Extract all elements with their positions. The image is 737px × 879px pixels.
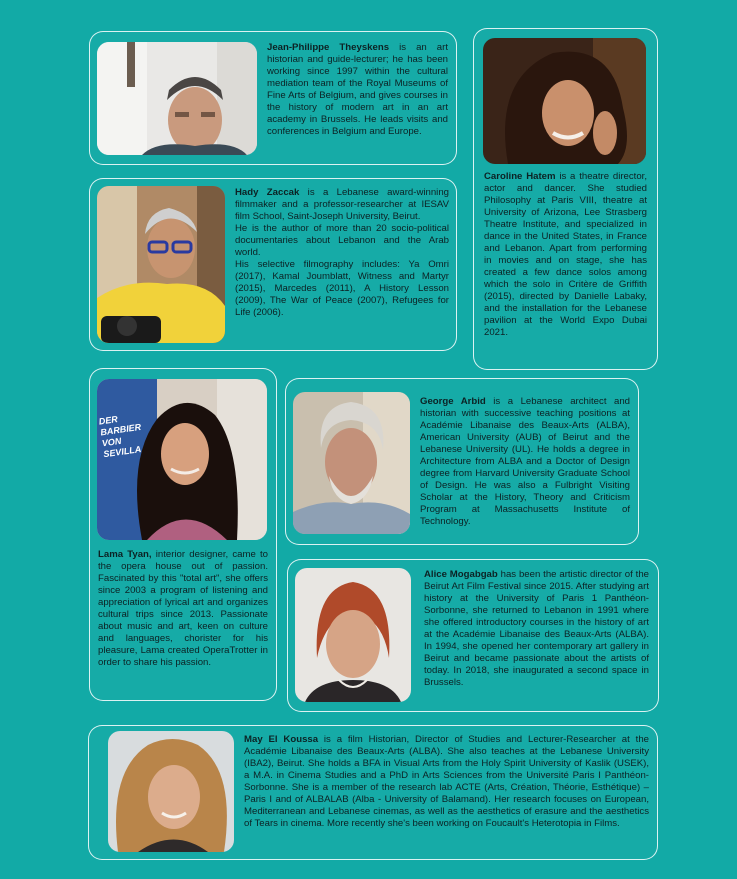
- photo-alice-mogabgab: [295, 568, 411, 702]
- bio-hady-zaccak: [235, 187, 449, 319]
- bio-george-arbid: George Arbid is a Lebanese architect and historian with successive teaching positions at Académie Libanaise des Beaux-Arts (ALBA), American University (AUB) of Beirut and the Lebanese University (UL). He holds a degree in Architecture from ALBA and a Doctor of Design degree from Harvard University Graduate School of Design. He was also a Fulbright Visiting Scholar at the History, Theory and Criticism Program at Massachusetts Institute of Technology.: [420, 396, 630, 527]
- name-lama-tyan: Lama Tyan,: [98, 549, 152, 560]
- poster-text: DER BARBIER VON SEVILLA: [98, 414, 142, 460]
- photo-may-el-koussa: [108, 731, 234, 852]
- bio-caroline-hatem: Caroline Hatem is a theatre director, actor and dancer. She studied Philosophy at Paris VIII, theatre at University of Arizona, Lee Strasberg Theatre Institute, and specialized in dance in the United States, in France and Lebanon. Apart from performing in movies and on stage, she has created a few dance solos among which the solo in Critère de Griffith (2015), directed by Danielle Labaky, and the installation for the Lebanese pavilion at the World Expo Dubai 2021.: [484, 171, 647, 338]
- photo-caroline-hatem: [483, 38, 646, 164]
- name-george-arbid: George Arbid: [420, 396, 486, 407]
- bio-hady-zaccak-p2: He is the author of more than 20 socio-political documentaries about Lebanon and the Arab world.: [235, 223, 449, 258]
- photo-george-arbid: [293, 392, 410, 534]
- bio-hady-zaccak-p3: His selective filmography includes: Ya Omri (2017), Kamal Joumblatt, Witness and Martyr (2015), Marcedes (2011), A History Lesson (2009), The War of Peace (2007), Refugees for Life (2006).: [235, 259, 449, 318]
- photo-hady-zaccak: [97, 186, 225, 343]
- photo-jean-philippe-theyskens: [97, 42, 257, 155]
- photo-lama-tyan: [97, 379, 267, 540]
- name-hady-zaccak: Hady Zaccak: [235, 187, 300, 198]
- name-alice-mogabgab: Alice Mogabgab: [424, 569, 498, 580]
- bio-lama-tyan: Lama Tyan, interior designer, came to the opera house out of passion. Fascinated by this "total art", she offers since 2003 a program of listening and appreciation of lyrical art and organizes cultural trips since 2013. Passionate about music and art, keen on culture and languages, chorister for his pleasure, Lama created OperaTrotter in order to share his passion.: [98, 549, 268, 668]
- name-caroline-hatem: Caroline Hatem: [484, 171, 556, 182]
- bio-hady-zaccak-p1: Hady Zaccak is a Lebanese award-winning filmmaker and a professor-researcher at IESAV film School, Saint-Joseph University, Beirut.: [235, 187, 449, 222]
- bio-may-el-koussa: May El Koussa is a film Historian, Director of Studies and Lecturer-Researcher at the Académie Libanaise des Beaux-Arts (ALBA). She also teaches at the Lebanese University (IBA2), Beirut. She holds a BFA in Visual Arts from the Holy Spirit University of Kaslik (USEK), a M.A. in Cinema Studies and a PhD in Arts Sciences from the Université Paris I Panthéon-Sorbonne. She is a member of the research lab ACTE (Arts, Création, Théorie, Esthétique) – Paris I and of ALBALAB (Alba - University of Balamand). Her research focuses on European, Mediterranean and Lebanese cinemas, as well as the aesthetics of erasure and the aesthetics of Tears in cinema. More recently she's been working on Foucault's Heterotopia in Films.: [244, 734, 649, 829]
- name-jean-philippe-theyskens: Jean-Philippe Theyskens: [267, 42, 390, 53]
- bio-jean-philippe-theyskens: Jean-Philippe Theyskens is an art historian and guide-lecturer; he has been working since 1997 within the cultural mediation team of the Royal Museums of Fine Arts of Belgium, and gives courses in the history of modern art in an art academy in Brussels. He leads visits and conferences in Belgium and Europe.: [267, 42, 448, 137]
- name-may-el-koussa: May El Koussa: [244, 734, 319, 745]
- bio-alice-mogabgab: Alice Mogabgab has been the artistic director of the Beirut Art Film Festival since 2015. After studying art history at the University of Paris 1 Panthéon-Sorbonne, she returned to Lebanon in 1991 where she offered introductory courses in the history of art at the Académie Libanaise des Beaux-Arts (ALBA). In 1994, she opened her contemporary art gallery in Beirut and became passionate about the artists of today. In 2018, she inaugurated a second space in Brussels.: [424, 569, 649, 688]
